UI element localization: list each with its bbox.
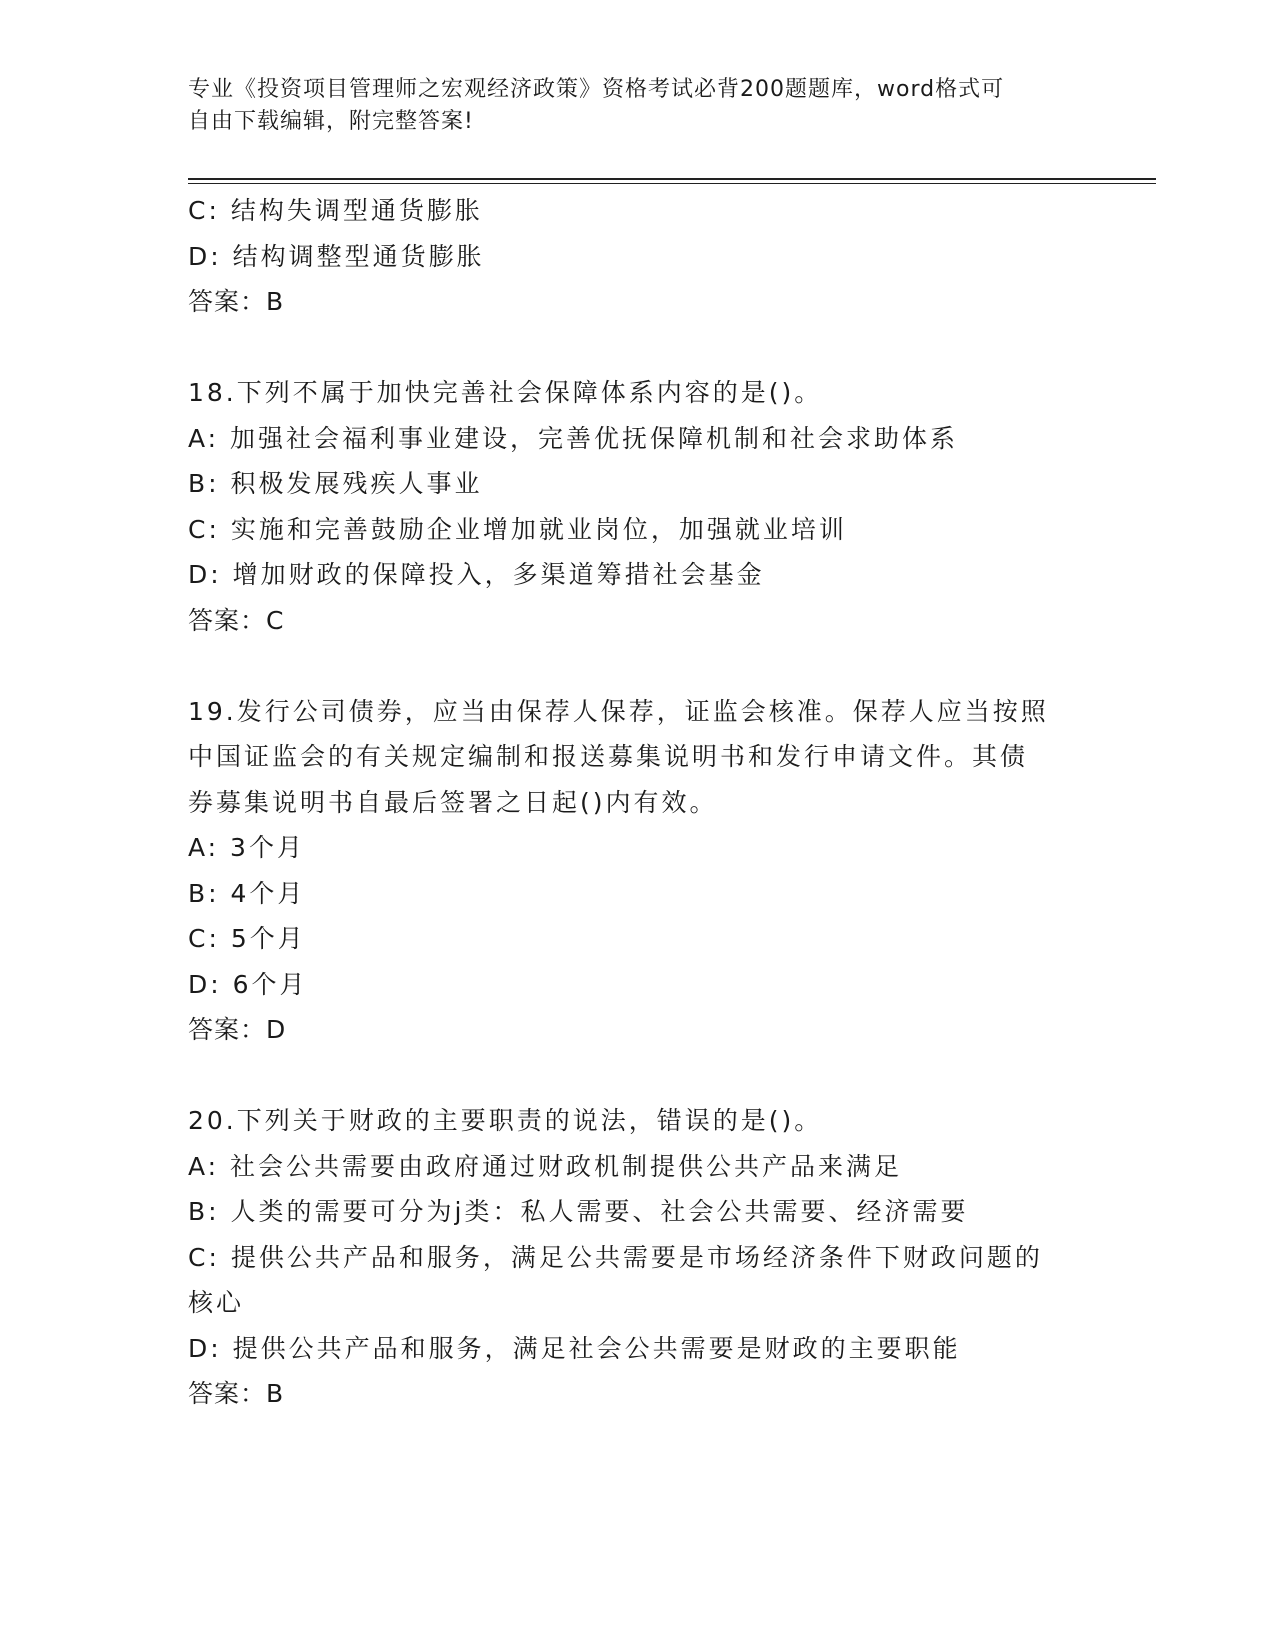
spacer: [188, 643, 1088, 689]
option-d: D: 增加财政的保障投入，多渠道筹措社会基金: [188, 560, 765, 589]
option-c-line-1: C: 提供公共产品和服务，满足公共需要是市场经济条件下财政问题的: [188, 1242, 1043, 1272]
option-b: B: 4个月: [188, 878, 306, 908]
spacer: [188, 1053, 1088, 1099]
option-d: D: 6个月: [188, 969, 308, 999]
question-text-line-3: 券募集说明书自最后签署之日起()内有效。: [188, 787, 718, 817]
question-text-line-1: 19.发行公司债券，应当由保荐人保荐，证监会核准。保荐人应当按照: [188, 696, 1049, 726]
option-a: A: 3个月: [188, 833, 305, 862]
option-c: C: 5个月: [188, 924, 306, 953]
question-text-line-2: 中国证监会的有关规定编制和报送募集说明书和发行申请文件。其债: [188, 742, 1029, 771]
document-header: [188, 74, 1068, 138]
question-text: 20.下列关于财政的主要职责的说法，错误的是()。: [188, 1106, 823, 1135]
option-d: D: 结构调整型通货膨胀: [188, 241, 485, 271]
header-title-line-1: 专业《投资项目管理师之宏观经济政策》资格考试必背200题题库，word格式可: [188, 77, 1005, 102]
header-divider-thin: [188, 183, 1156, 184]
option-c: C: 结构失调型通货膨胀: [188, 196, 483, 225]
document-body: [188, 188, 1088, 1417]
option-c: C: 实施和完善鼓励企业增加就业岗位，加强就业培训: [188, 514, 847, 544]
option-a: A: 社会公共需要由政府通过财政机制提供公共产品来满足: [188, 1151, 903, 1181]
option-b: B: 人类的需要可分为j类：私人需要、社会公共需要、经济需要: [188, 1197, 969, 1226]
header-divider-thick: [188, 178, 1156, 180]
question-20: [188, 1098, 1088, 1417]
answer: 答案：C: [188, 605, 285, 635]
question-17-tail: [188, 188, 1088, 325]
spacer: [188, 325, 1088, 371]
answer: 答案：B: [188, 287, 285, 316]
answer: 答案：B: [188, 1379, 285, 1408]
question-18: [188, 370, 1088, 643]
option-b: B: 积极发展残疾人事业: [188, 469, 483, 498]
question-text: 18.下列不属于加快完善社会保障体系内容的是()。: [188, 378, 823, 407]
answer: 答案：D: [188, 1015, 287, 1044]
question-19: [188, 689, 1088, 1053]
option-c-line-2: 核心: [188, 1288, 245, 1317]
option-d: D: 提供公共产品和服务，满足社会公共需要是财政的主要职能: [188, 1333, 961, 1363]
option-a: A: 加强社会福利事业建设，完善优抚保障机制和社会求助体系: [188, 423, 959, 453]
header-title-line-2: 自由下载编辑，附完整答案!: [188, 109, 474, 134]
